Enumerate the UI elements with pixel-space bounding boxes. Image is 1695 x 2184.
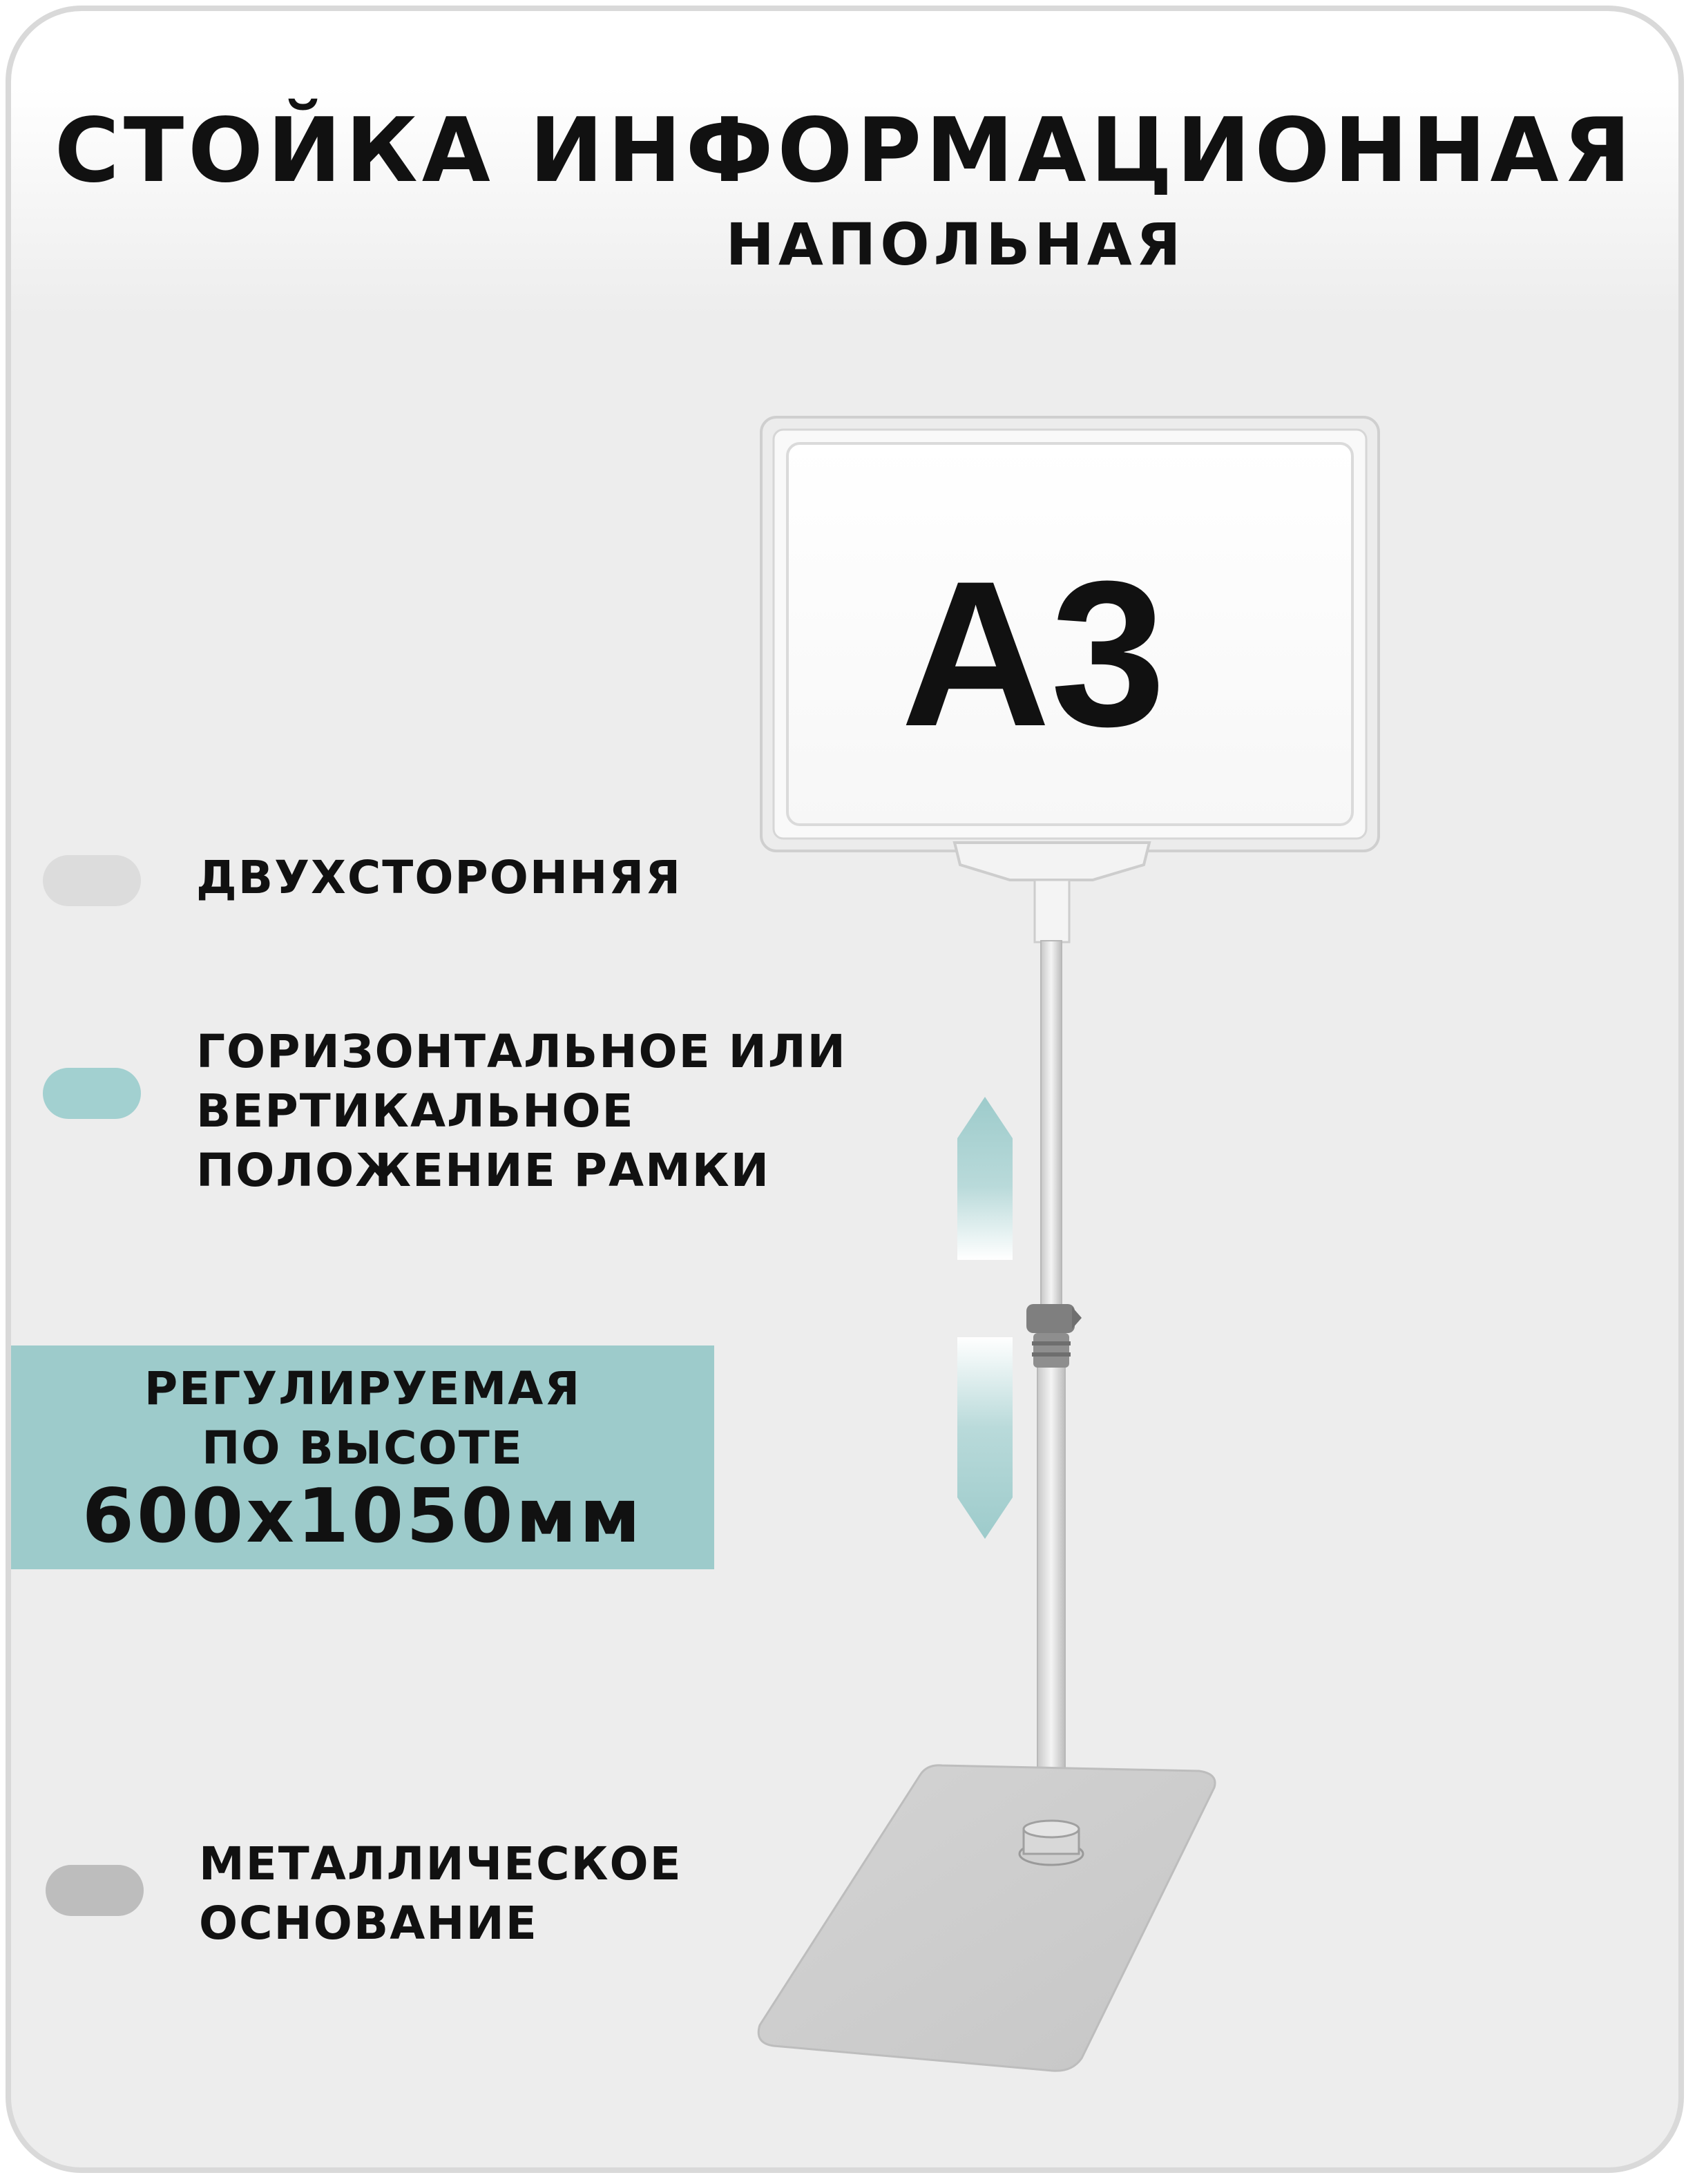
arrow-down-icon [957,1337,1013,1539]
metal-base [758,1765,1215,2071]
bullet-metal-base [46,1865,144,1916]
feature-orientation [196,1022,847,1200]
feature-metal-base [199,1835,682,1953]
bullet-double-sided [43,855,141,906]
page-subtitle: НАПОЛЬНАЯ [725,211,1185,278]
height-arrows [957,1097,1013,1539]
feature-text: ОСНОВАНИЕ [199,1897,538,1950]
height-box-line2: ПО ВЫСОТЕ [202,1421,524,1475]
frame-connector [955,843,1149,942]
feature-double-sided [196,848,682,908]
telescopic-pole [1037,941,1065,1897]
feature-text: МЕТАЛЛИЧЕСКОЕ [199,1837,682,1890]
height-adjust-box [11,1345,714,1569]
height-clamp [1026,1304,1082,1368]
feature-text: ПОЛОЖЕНИЕ РАМКИ [196,1144,770,1197]
feature-text: ГОРИЗОНТАЛЬНОЕ ИЛИ [196,1025,847,1078]
arrow-up-icon [957,1097,1013,1260]
feature-text: ВЕРТИКАЛЬНОЕ [196,1084,635,1138]
height-range-value: 600х1050мм [82,1473,644,1560]
feature-text: ДВУХСТОРОННЯЯ [196,851,682,904]
info-card [6,6,1684,2173]
frame-format-label: А3 [901,537,1166,769]
bullet-orientation [43,1068,141,1119]
page-title: СТОЙКА ИНФОРМАЦИОННАЯ [54,99,1636,202]
height-box-line1: РЕГУЛИРУЕМАЯ [144,1362,582,1415]
